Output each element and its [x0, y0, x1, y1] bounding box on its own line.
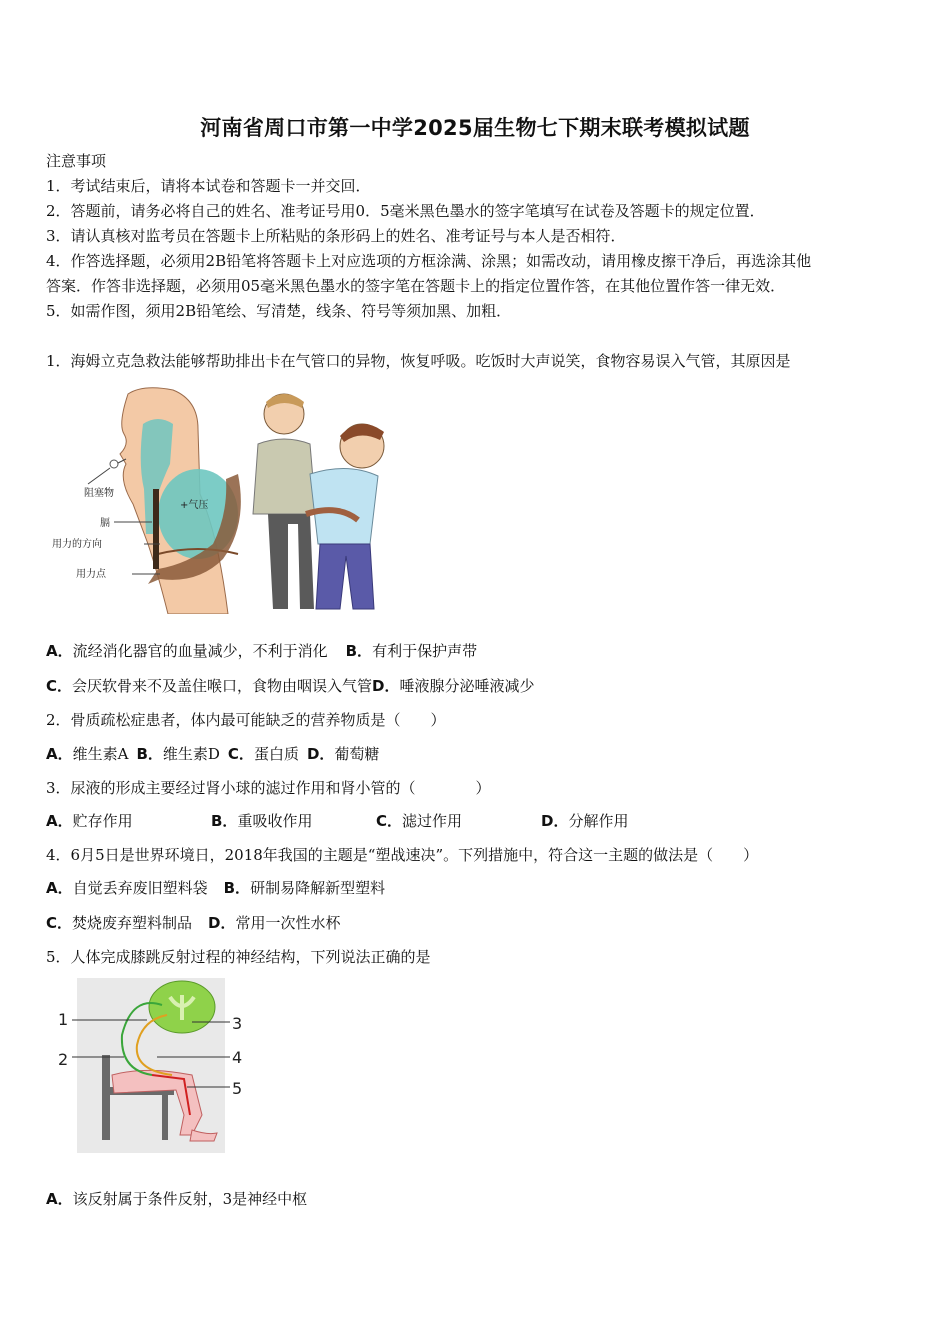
fig5-label: 2: [58, 1050, 69, 1069]
q1-option-c[interactable]: C．会厌软骨来不及盖住喉口，食物由咽误入气管: [46, 677, 373, 695]
notice-item: 5．如需作图，须用2B铅笔绘、写清楚，线条、符号等须加黑、加粗．: [46, 302, 512, 320]
q1-options-row1: [46, 641, 477, 661]
q3-option-a[interactable]: A．贮存作用: [46, 812, 133, 830]
q4-stem: 4．6月5日是世界环境日，2018年我国的主题是“塑战速决”。下列措施中，符合这一主题的做法是（ ）: [46, 846, 759, 864]
q3-option-c[interactable]: C．滤过作用: [376, 812, 463, 830]
q3-stem: 3．尿液的形成主要经过肾小球的滤过作用和肾小管的（ ）: [46, 779, 491, 797]
q1-option-a[interactable]: A．流经消化器官的血量减少，不利于消化: [46, 642, 328, 660]
q4-option-a[interactable]: A．自觉丢弃废旧塑料袋: [46, 879, 208, 897]
q2-stem: 2．骨质疏松症患者，体内最可能缺乏的营养物质是（ ）: [46, 711, 446, 729]
q3-option-d[interactable]: D．分解作用: [541, 812, 629, 830]
fig1-label: 用力的方向: [52, 539, 102, 550]
fig5-label: 5: [232, 1079, 243, 1098]
fig5-label: 1: [58, 1010, 69, 1029]
fig1-label: 阻塞物: [84, 488, 114, 499]
knee-reflex-figure: [52, 975, 252, 1155]
q4-options-row2: [46, 913, 341, 933]
q2-option-c[interactable]: C．蛋白质: [227, 745, 299, 763]
notice-item: 1．考试结束后，请将本试卷和答题卡一并交回．: [46, 177, 371, 195]
q4-options-row1: [46, 878, 385, 898]
q5-stem: 5．人体完成膝跳反射过程的神经结构，下列说法正确的是: [46, 948, 431, 966]
notice-item: 4．作答选择题，必须用2B铅笔将答题卡上对应选项的方框涂满、涂黑；如需改动，请用橡皮擦干净后，再选涂其他: [46, 252, 812, 270]
q4-option-d[interactable]: D．常用一次性水杯: [208, 914, 341, 932]
fig5-label: 3: [232, 1014, 243, 1033]
fig1-label: 用力点: [76, 569, 106, 580]
q2-option-d[interactable]: D．葡萄糖: [306, 745, 380, 763]
q1-stem: 1．海姆立克急救法能够帮助排出卡在气管口的异物，恢复呼吸。吃饭时大声说笑，食物容易误入气管，其原因是: [46, 352, 791, 370]
q4-option-b[interactable]: B．研制易降解新型塑料: [223, 879, 386, 897]
q1-option-d[interactable]: D．唾液腺分泌唾液减少: [372, 677, 535, 695]
fig1-label: +气压: [180, 500, 209, 511]
heimlich-figure: [48, 384, 393, 614]
q2-option-a[interactable]: A．维生素A: [46, 745, 129, 763]
q1-option-b[interactable]: B．有利于保护声带: [345, 642, 478, 660]
q4-option-c[interactable]: C．焚烧废弃塑料制品: [46, 914, 193, 932]
notice-item: 2．答题前，请务必将自己的姓名、准考证号用0．5毫米黑色墨水的签字笔填写在试卷及答题卡的规定位置．: [46, 202, 765, 220]
q5-option-a[interactable]: A．该反射属于条件反射，3是神经中枢: [46, 1190, 308, 1208]
notice-item: 答案．作答非选择题，必须用05毫米黑色墨水的签字笔在答题卡上的指定位置作答，在其他位置作答一律无效．: [46, 277, 786, 295]
notice-heading: 注意事项: [46, 152, 107, 170]
fig5-label: 4: [232, 1048, 243, 1067]
notice-item: 3．请认真核对监考员在答题卡上所粘贴的条形码上的姓名、准考证号与本人是否相符．: [46, 227, 626, 245]
q1-options-row2: [46, 676, 535, 696]
fig1-label: 膈: [100, 518, 110, 529]
q2-option-b[interactable]: B．维生素D: [136, 745, 220, 763]
q2-options: [46, 744, 379, 764]
page-title: 河南省周口市第一中学2025届生物七下期末联考模拟试题: [200, 116, 750, 140]
q3-option-b[interactable]: B．重吸收作用: [211, 812, 313, 830]
